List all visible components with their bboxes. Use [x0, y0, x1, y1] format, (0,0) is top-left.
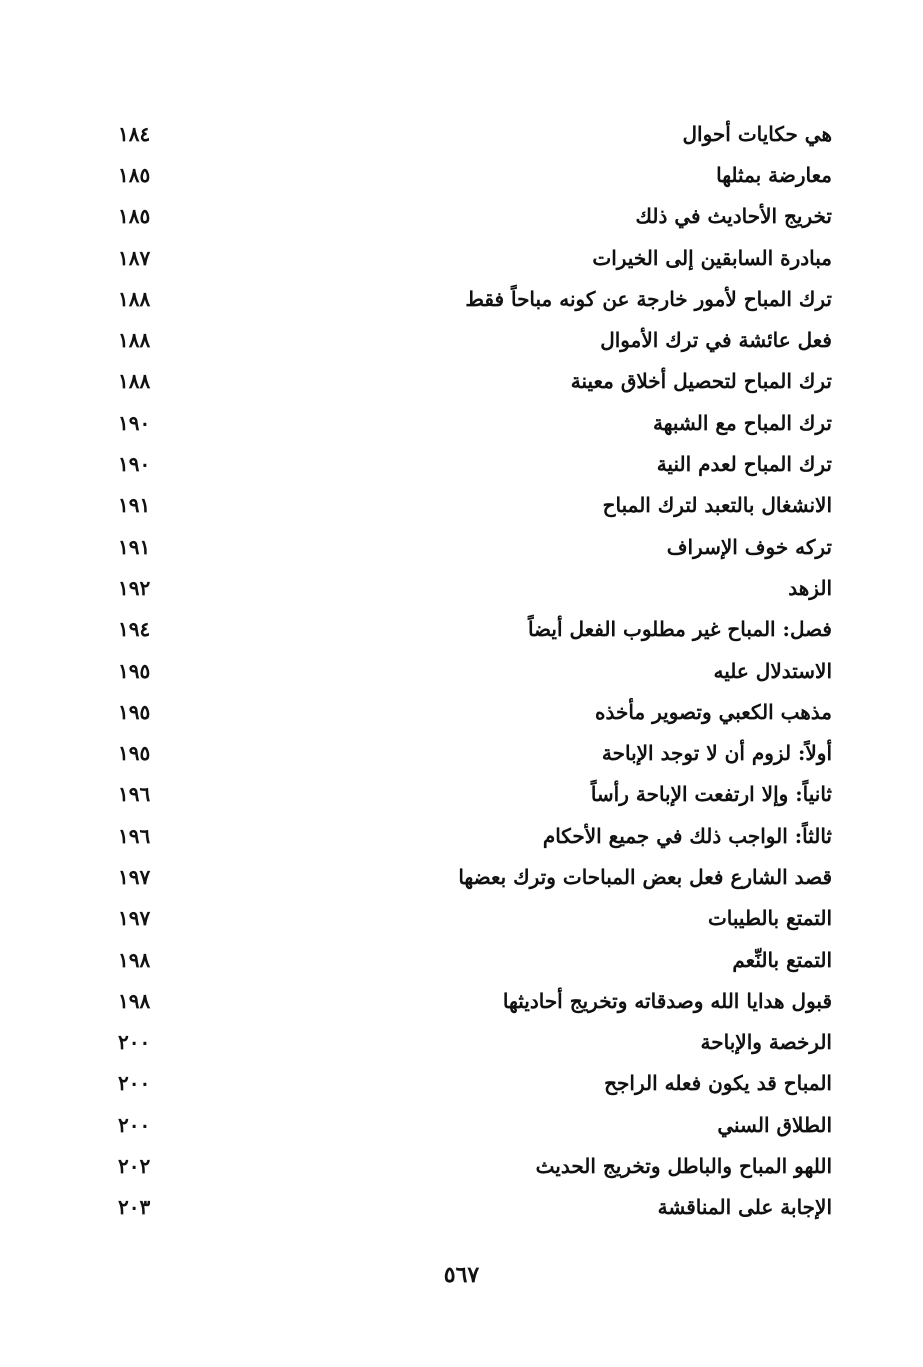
toc-entry	[118, 732, 832, 773]
toc-entry-page-number: ٢٠٠	[118, 1071, 151, 1096]
toc-entry	[118, 650, 832, 691]
toc-entry-page-number: ١٨٥	[118, 204, 151, 229]
toc-entry-title: قبول هدايا الله وصدقاته وتخريج أحاديثها	[502, 988, 832, 1013]
toc-entry-page-number: ١٩١	[118, 493, 151, 518]
toc-entry-title: ترك المباح لأمور خارجة عن كونه مباحاً فقط	[465, 286, 832, 311]
toc-entry-page-number: ١٨٨	[118, 369, 151, 394]
toc-entry-page-number: ١٨٨	[118, 328, 151, 353]
table-of-contents	[118, 113, 832, 1228]
toc-entry-page-number: ١٩٤	[118, 617, 151, 642]
toc-entry-page-number: ١٩٦	[118, 823, 151, 848]
toc-entry-page-number: ١٨٧	[118, 245, 151, 270]
toc-entry	[118, 526, 832, 567]
toc-entry	[118, 774, 832, 815]
toc-entry-title: الرخصة والإباحة	[700, 1030, 832, 1055]
toc-entry-page-number: ١٩٧	[118, 864, 151, 889]
toc-entry	[118, 815, 832, 856]
toc-entry-page-number: ١٨٤	[118, 121, 151, 146]
toc-entry-page-number: ١٩٨	[118, 947, 151, 972]
toc-entry-title: المباح قد يكون فعله الراجح	[604, 1071, 832, 1096]
toc-entry-page-number: ١٩٢	[118, 575, 151, 600]
toc-entry-title: ثالثاً: الواجب ذلك في جميع الأحكام	[542, 823, 832, 848]
toc-entry	[118, 113, 832, 154]
page-number: ٥٦٧	[443, 1262, 480, 1288]
toc-entry-page-number: ٢٠٠	[118, 1112, 151, 1137]
toc-entry-page-number: ١٩٠	[118, 452, 151, 477]
toc-entry	[118, 898, 832, 939]
toc-entry	[118, 485, 832, 526]
toc-entry	[118, 609, 832, 650]
toc-entry	[118, 856, 832, 897]
toc-entry-title: مبادرة السابقين إلى الخيرات	[592, 245, 832, 270]
toc-entry	[118, 154, 832, 195]
toc-entry-page-number: ١٩٥	[118, 699, 151, 724]
toc-entry-title: معارضة بمثلها	[716, 162, 832, 187]
toc-entry	[118, 567, 832, 608]
toc-entry-title: ثانياً: وإلا ارتفعت الإباحة رأساً	[590, 782, 832, 807]
toc-entry	[118, 196, 832, 237]
toc-entry-title: قصد الشارع فعل بعض المباحات وترك بعضها	[458, 864, 832, 889]
toc-entry-page-number: ٢٠٣	[118, 1195, 151, 1220]
toc-entry-page-number: ٢٠٠	[118, 1030, 151, 1055]
toc-entry-page-number: ١٩١	[118, 534, 151, 559]
toc-entry-page-number: ١٩٥	[118, 741, 151, 766]
toc-entry-title: اللهو المباح والباطل وتخريج الحديث	[535, 1154, 832, 1179]
toc-entry	[118, 361, 832, 402]
toc-entry-title: الاستدلال عليه	[713, 658, 832, 683]
toc-entry-title: فعل عائشة في ترك الأموال	[600, 328, 832, 353]
toc-entry-title: الطلاق السني	[717, 1112, 832, 1137]
toc-entry-title: تركه خوف الإسراف	[666, 534, 832, 559]
toc-entry	[118, 237, 832, 278]
toc-entry-page-number: ١٩٠	[118, 410, 151, 435]
toc-entry	[118, 1145, 832, 1186]
toc-entry	[118, 939, 832, 980]
toc-entry-title: التمتع بالنِّعم	[732, 947, 832, 972]
toc-entry	[118, 691, 832, 732]
toc-entry	[118, 278, 832, 319]
toc-entry-title: ترك المباح لعدم النية	[656, 452, 832, 477]
toc-entry	[118, 1063, 832, 1104]
toc-entry-title: هي حكايات أحوال	[682, 121, 832, 146]
toc-entry-page-number: ١٨٨	[118, 286, 151, 311]
toc-entry-page-number: ١٩٥	[118, 658, 151, 683]
toc-entry	[118, 980, 832, 1021]
toc-entry-title: مذهب الكعبي وتصوير مأخذه	[595, 699, 832, 724]
toc-entry-title: فصل: المباح غير مطلوب الفعل أيضاً	[527, 617, 832, 642]
toc-entry-title: الانشغال بالتعبد لترك المباح	[602, 493, 832, 518]
toc-entry-title: ترك المباح مع الشبهة	[652, 410, 832, 435]
toc-entry-page-number: ١٩٨	[118, 988, 151, 1013]
toc-entry	[118, 319, 832, 360]
toc-entry-page-number: ١٩٧	[118, 906, 151, 931]
toc-entry-title: الإجابة على المناقشة	[657, 1195, 832, 1220]
toc-entry	[118, 1104, 832, 1145]
toc-entry-title: الزهد	[788, 575, 832, 600]
toc-entry-title: أولاً: لزوم أن لا توجد الإباحة	[601, 741, 832, 766]
toc-entry	[118, 443, 832, 484]
toc-entry-title: ترك المباح لتحصيل أخلاق معينة	[570, 369, 832, 394]
toc-entry-page-number: ٢٠٢	[118, 1154, 151, 1179]
toc-entry-title: التمتع بالطيبات	[707, 906, 832, 931]
toc-entry	[118, 1187, 832, 1228]
toc-entry	[118, 402, 832, 443]
toc-entry	[118, 1022, 832, 1063]
toc-entry-page-number: ١٩٦	[118, 782, 151, 807]
toc-entry-page-number: ١٨٥	[118, 162, 151, 187]
toc-entry-title: تخريج الأحاديث في ذلك	[635, 204, 832, 229]
